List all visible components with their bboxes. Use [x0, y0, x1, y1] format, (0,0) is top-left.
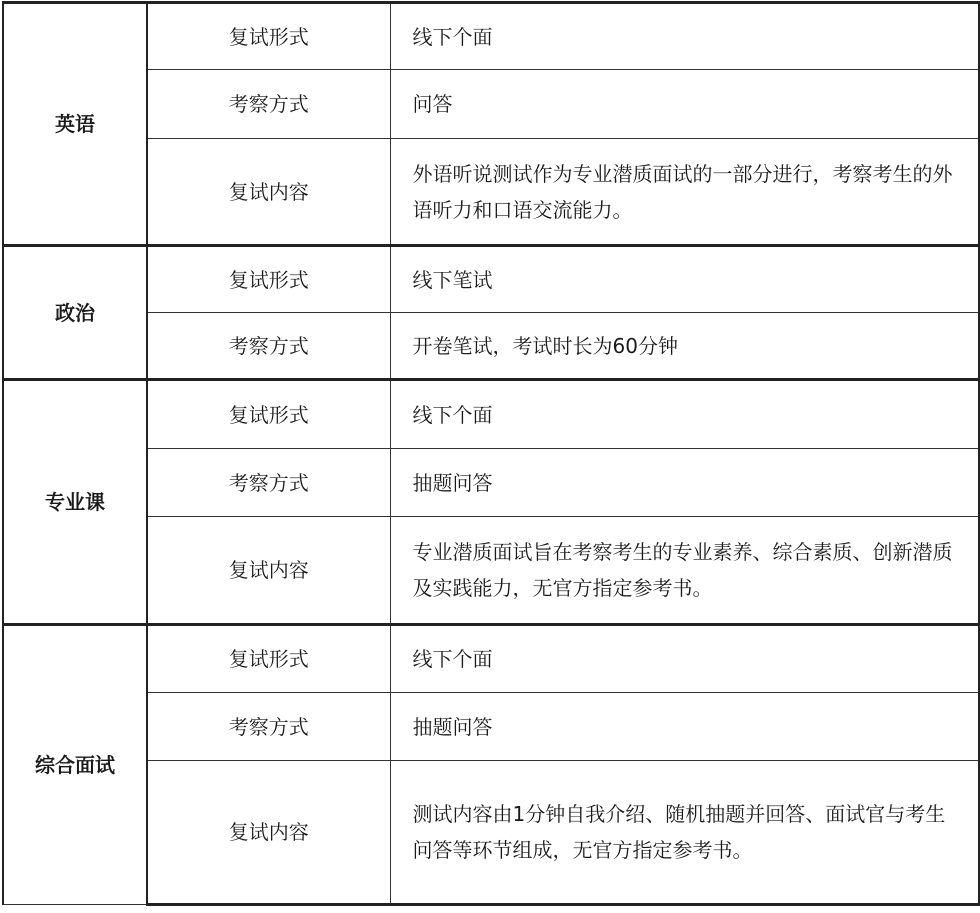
row-value: 测试内容由1分钟自我介绍、随机抽题并回答、面试官与考生问答等环节组成，无官方指定参考书。	[390, 761, 979, 905]
table-row	[3, 625, 979, 693]
row-label: 复试形式	[147, 380, 390, 449]
table-row	[3, 246, 979, 313]
row-value: 问答	[390, 70, 979, 139]
row-value: 抽题问答	[390, 449, 979, 517]
table-row	[3, 449, 979, 517]
category-cell-major: 专业课	[3, 380, 147, 625]
row-value: 线下个面	[390, 625, 979, 693]
row-label: 复试内容	[147, 517, 390, 625]
category-cell-english: 英语	[3, 3, 147, 246]
row-value: 抽题问答	[390, 693, 979, 761]
table-row	[3, 693, 979, 761]
row-value: 线下个面	[390, 3, 979, 70]
row-value: 专业潜质面试旨在考察考生的专业素养、综合素质、创新潜质及实践能力，无官方指定参考书。	[390, 517, 979, 625]
row-label: 考察方式	[147, 70, 390, 139]
row-label: 考察方式	[147, 449, 390, 517]
row-value: 外语听说测试作为专业潜质面试的一部分进行，考察考生的外语听力和口语交流能力。	[390, 139, 979, 246]
category-cell-politics: 政治	[3, 246, 147, 380]
row-label: 复试形式	[147, 3, 390, 70]
row-label: 复试内容	[147, 761, 390, 905]
category-cell-interview: 综合面试	[3, 625, 147, 905]
table-row	[3, 313, 979, 380]
table-row	[3, 517, 979, 625]
row-value: 线下个面	[390, 380, 979, 449]
row-value: 开卷笔试，考试时长为60分钟	[390, 313, 979, 380]
table-row	[3, 3, 979, 70]
row-value: 线下笔试	[390, 246, 979, 313]
row-label: 复试形式	[147, 246, 390, 313]
table-row	[3, 380, 979, 449]
table-row	[3, 139, 979, 246]
row-label: 考察方式	[147, 313, 390, 380]
row-label: 复试内容	[147, 139, 390, 246]
table-row	[3, 761, 979, 905]
row-label: 复试形式	[147, 625, 390, 693]
row-label: 考察方式	[147, 693, 390, 761]
exam-info-table	[2, 1, 980, 906]
table-row	[3, 70, 979, 139]
